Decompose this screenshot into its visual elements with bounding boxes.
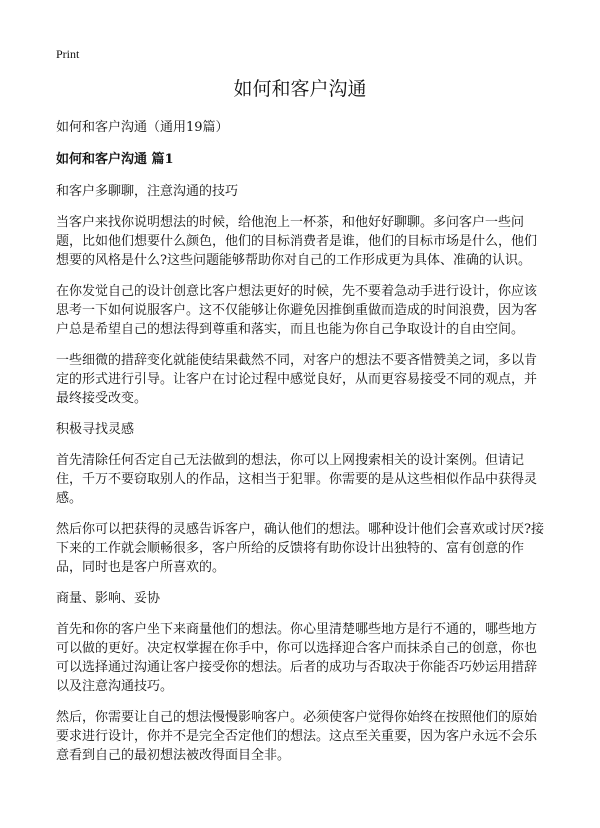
paragraph-persuade-client: 在你发觉自己的设计创意比客户想法更好的时候，先不要着急动手进行设计，你应该思考一下如何说服客户。这不仅能够让你避免因推倒重做而造成的时间浪费，因为客户总是希望自己的想法得到尊重和落实，而且也能为你自己争取设计的自由空间。	[56, 284, 538, 337]
paragraph-share-inspiration: 然后你可以把获得的灵感告诉客户，确认他们的想法。哪种设计他们会喜欢或讨厌?接下来的工作就会顺畅很多，客户所给的反馈将有助你设计出独特的、富有创意的作品，同时也是客户所喜欢的。	[56, 522, 544, 575]
paragraph-discuss-ideas: 首先和你的客户坐下来商量他们的想法。你心里清楚哪些地方是行不通的，哪些地方可以做的更好。决定权掌握在你手中，你可以选择迎合客户而抹杀自己的创意，你也可以选择通过沟通让客户接受你的想法。后者的成功与否取决于你能否巧妙运用措辞以及注意沟通技巧。	[56, 622, 538, 694]
paragraph-wording: 一些细微的措辞变化就能使结果截然不同，对客户的想法不要吝惜赞美之词，多以肯定的形式进行引导。让客户在讨论过程中感觉良好，从而更容易接受不同的观点，并最终接受改变。	[56, 353, 538, 406]
subheading-communication-skills: 和客户多聊聊，注意沟通的技巧	[56, 184, 239, 199]
paragraph-chat-with-client: 当客户来找你说明想法的时候，给他泡上一杯茶，和他好好聊聊。多问客户一些问题，比如他们想要什么颜色，他们的目标消费者是谁，他们的目标市场是什么，他们想要的风格是什么?这些问题能够帮助你对自己的工作形成更为具体、准确的认识。	[56, 215, 538, 268]
subheading-negotiate-compromise: 商量、影响、妥协	[56, 591, 161, 606]
section-title: 如何和客户沟通 篇1	[56, 152, 174, 167]
paragraph-influence-client: 然后，你需要让自己的想法慢慢影响客户。必须使客户觉得你始终在按照他们的原始要求进行设计，你并不是完全否定他们的想法。这点至关重要，因为客户永远不会乐意看到自己的最初想法被改得面目全非。	[56, 710, 538, 763]
print-link[interactable]: Print	[56, 47, 80, 61]
document-title: 如何和客户沟通	[233, 78, 367, 100]
paragraph-search-cases: 首先清除任何否定自己无法做到的想法，你可以上网搜索相关的设计案例。但请记住，千万不要窃取别人的作品，这相当于犯罪。你需要的是从这些相似作品中获得灵感。	[56, 453, 538, 506]
subheading-seek-inspiration: 积极寻找灵感	[56, 422, 135, 437]
document-subtitle: 如何和客户沟通（通用19篇）	[56, 120, 229, 135]
